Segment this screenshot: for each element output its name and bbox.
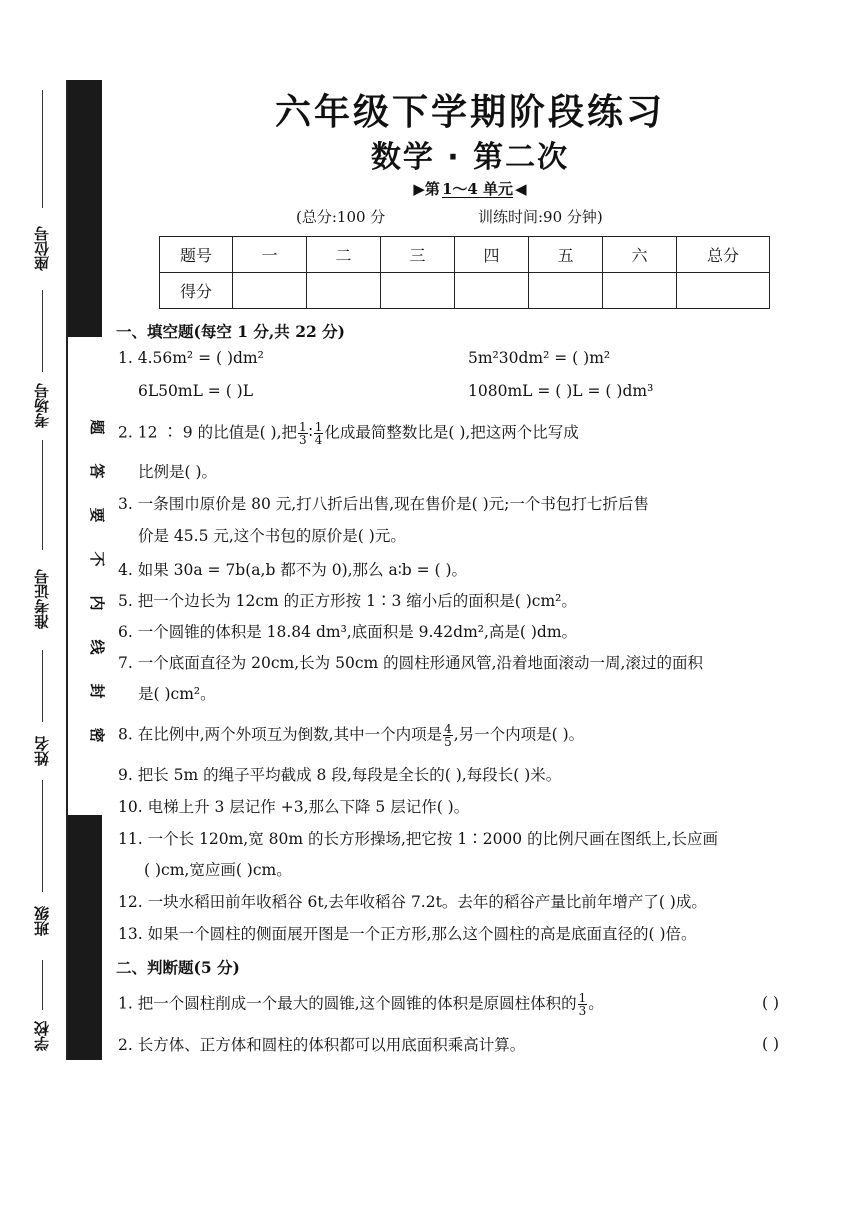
score-header-cell: 二 [307,237,381,273]
question-6: 6. 一个圆锥的体积是 18.84 dm³,底面积是 9.42dm²,高是( )dm。 [118,623,578,641]
seal-char: 不 [88,551,106,567]
exam-room-field[interactable] [22,290,62,440]
score-header-cell: 题号 [160,237,233,273]
ratio-colon: ∶ [308,423,313,442]
class-field[interactable] [22,780,62,960]
unit-scope [120,178,820,199]
question-1d: 1080mL = ( )L = ( )dm³ [468,382,654,400]
q8-text-pre: 8. 在比例中,两个外项互为倒数,其中一个内项是 [118,725,443,744]
seal-char: 线 [88,639,106,655]
admission-number-label: 准考证号 [33,569,51,629]
fraction-numerator: 1 [314,420,323,434]
fraction-one-quarter [314,421,324,446]
exam-room-label: 考场号 [33,383,51,429]
seal-band-black-bottom [68,815,102,1060]
score-cell[interactable] [233,273,307,309]
score-header-cell: 四 [455,237,529,273]
score-table-score-row [160,273,770,309]
class-label: 班级 [33,906,51,936]
question-3-line1: 3. 一条围巾原价是 80 元,打八折后出售,现在售价是( )元;一个书包打七折后售 [118,495,649,513]
seal-char: 题 [88,419,106,435]
score-header-cell: 三 [381,237,455,273]
fraction-denominator: 3 [299,433,307,447]
fraction-denominator: 3 [578,1004,587,1018]
time-text: 训练时间:90 分钟) [478,208,603,226]
fraction-one-third [298,421,308,446]
fraction-numerator: 1 [299,420,307,434]
question-11-line2: ( )cm,宽应画( )cm。 [144,861,292,879]
score-header-cell: 一 [233,237,307,273]
score-header-cell: 六 [603,237,677,273]
exam-subtitle: 数学 · 第二次 [370,140,570,175]
scope-left: ▶第 [413,180,440,198]
score-table [159,236,770,309]
question-1a: 1. 4.56m² = ( )dm² [118,349,264,367]
scope-right: ◀ [515,180,527,198]
question-1c: 6L50mL = ( )L [138,382,254,400]
fraction-denominator: 4 [314,433,323,447]
fraction-numerator: 1 [578,991,587,1005]
question-5: 5. 把一个边长为 12cm 的正方形按 1∶3 缩小后的面积是( )cm²。 [118,592,577,610]
fraction-one-third [578,992,588,1017]
question-7-line2: 是( )cm²。 [138,685,216,703]
question-8 [118,723,584,748]
name-label: 姓名 [33,736,51,766]
question-2-line2: 比例是( )。 [138,463,218,481]
judgement-2: 2. 长方体、正方体和圆柱的体积都可以用底面积乘高计算。 [118,1036,526,1054]
fraction-denominator: 5 [444,735,452,749]
q2-text-pre: 2. 12 ∶ 9 的比值是( ),把 [118,423,298,442]
seat-number-field[interactable] [22,90,62,290]
school-label: 学校 [33,1021,51,1051]
score-cell[interactable] [677,273,770,309]
q8-text-post: ,另一个内项是( )。 [453,725,585,744]
total-score-text: (总分:100 分 [296,208,386,226]
question-3-line2: 价是 45.5 元,这个书包的原价是( )元。 [138,527,406,545]
q2-text-post: 化成最简整数比是( ),把这两个比写成 [324,423,579,442]
question-13: 13. 如果一个圆柱的侧面展开图是一个正方形,那么这个圆柱的高是底面直径的( )倍。 [118,925,697,943]
score-cell[interactable] [455,273,529,309]
score-cell[interactable] [529,273,603,309]
seal-char: 要 [88,507,106,523]
seat-number-label: 座位号 [33,226,51,272]
j1-text-pre: 1. 把一个圆柱削成一个最大的圆锥,这个圆锥的体积是原圆柱体积的 [118,994,577,1013]
scope-units: 1～4 单元 [441,180,514,198]
score-row-label: 得分 [160,273,233,309]
seal-char: 答 [88,463,106,479]
fraction-numerator: 4 [444,722,452,736]
score-cell[interactable] [307,273,381,309]
judgement-2-answer[interactable]: ( ) [762,1035,780,1053]
j1-text-post: 。 [588,994,604,1013]
school-field[interactable] [22,960,62,1060]
score-header-cell: 五 [529,237,603,273]
seal-band-black-top [68,80,102,337]
section1-heading: 一、填空题(每空 1 分,共 22 分) [116,322,346,341]
seal-char: 封 [88,683,106,699]
score-cell[interactable] [381,273,455,309]
question-1b: 5m²30dm² = ( )m² [468,349,611,367]
score-cell[interactable] [603,273,677,309]
seal-char: 密 [88,727,106,743]
admission-number-field[interactable] [22,440,62,650]
name-field[interactable] [22,650,62,780]
score-header-cell: 总分 [677,237,770,273]
seal-char: 内 [88,595,106,611]
fraction-four-fifths [443,723,453,748]
judgement-1-answer[interactable]: ( ) [762,994,780,1012]
question-7-line1: 7. 一个底面直径为 20cm,长为 50cm 的圆柱形通风管,沿着地面滚动一周,滚过的面积 [118,654,703,672]
judgement-1 [118,992,604,1017]
exam-title: 六年级下学期阶段练习 [274,92,665,133]
question-2 [118,421,579,446]
question-9: 9. 把长 5m 的绳子平均截成 8 段,每段是全长的( ),每段长( )米。 [118,766,562,784]
question-11-line1: 11. 一个长 120m,宽 80m 的长方形操场,把它按 1∶2000 的比例尺画在图纸上,长应画 [118,830,719,848]
question-10: 10. 电梯上升 3 层记作 +3,那么下降 5 层记作( )。 [118,798,470,816]
question-12: 12. 一块水稻田前年收稻谷 6t,去年收稻谷 7.2t。去年的稻谷产量比前年增产了( )成。 [118,893,707,911]
section2-heading: 二、判断题(5 分) [116,958,240,977]
score-table-header-row [160,237,770,273]
question-4: 4. 如果 30a = 7b(a,b 都不为 0),那么 a∶b = ( )。 [118,561,468,579]
